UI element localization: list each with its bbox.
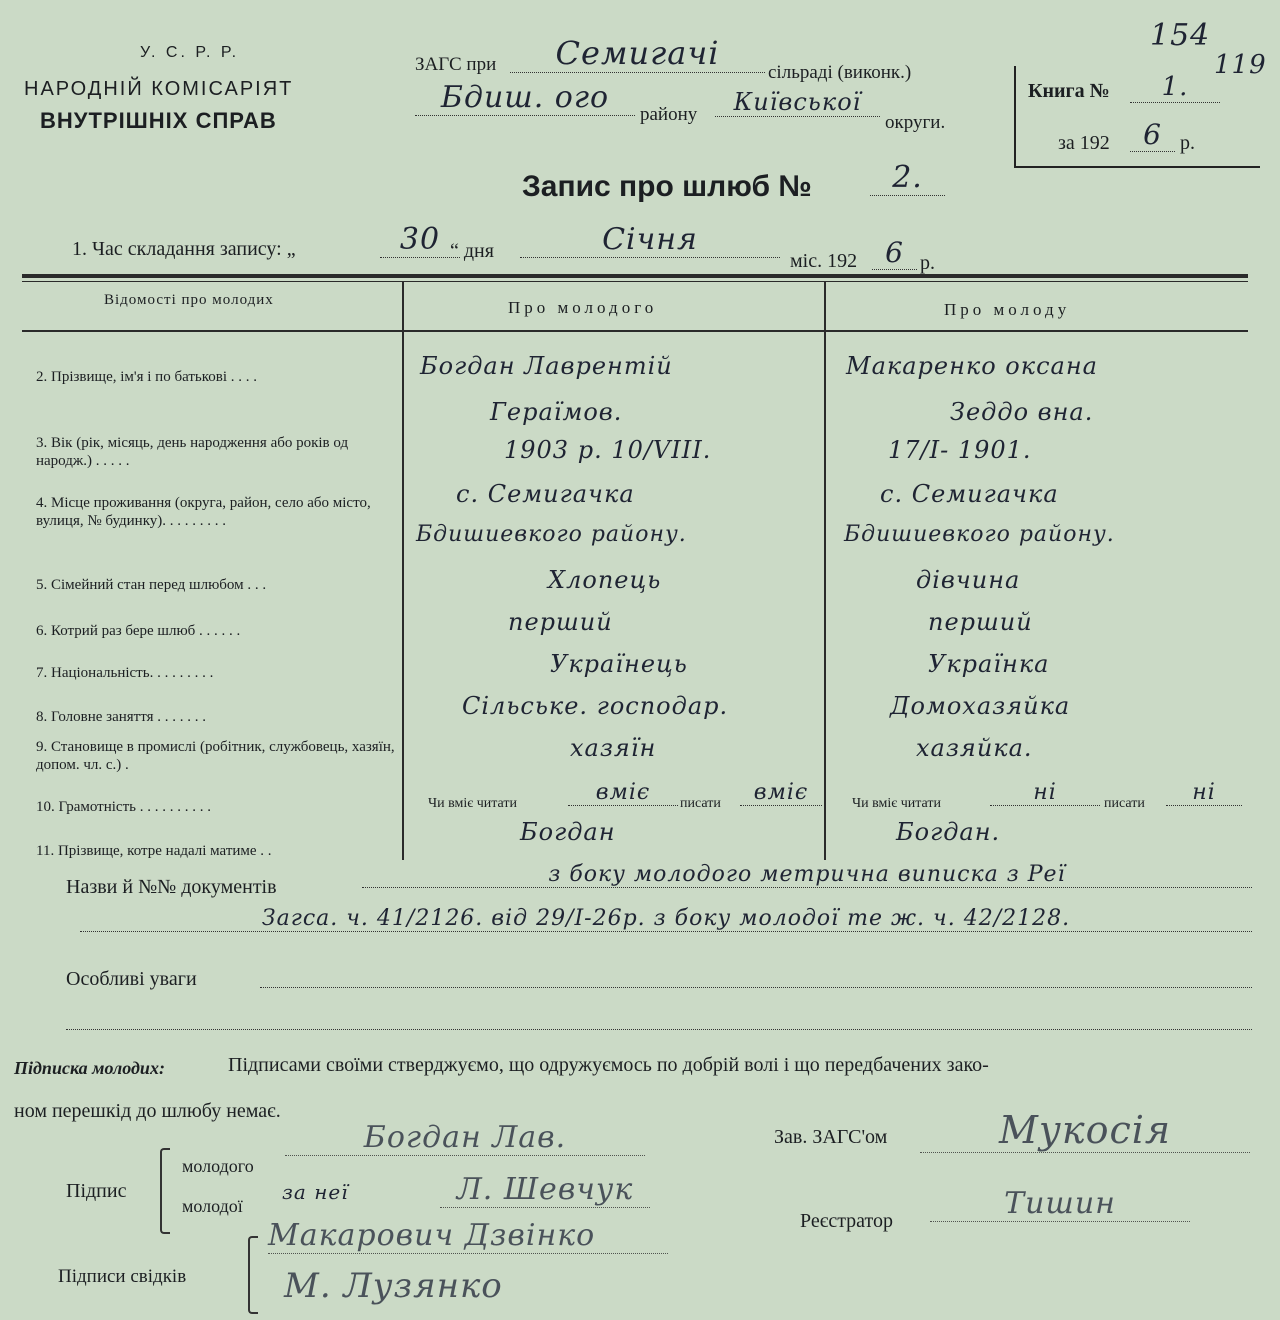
notes-line-2 <box>66 1028 1252 1030</box>
book-label: Книга № <box>1028 80 1110 102</box>
bride-residence-line2: Бдишиевкого району. <box>844 522 1115 547</box>
record-day-suffix: “ дня <box>450 240 494 262</box>
signature-brace <box>160 1148 170 1234</box>
bride-read-label: Чи вміє читати <box>852 796 942 811</box>
groom-occupation: Сільське. господар. <box>462 692 729 720</box>
row-label-nationality: 7. Національність. . . . . . . . . <box>36 665 214 681</box>
zags-head-label: Зав. ЗАГС'ом <box>774 1126 888 1148</box>
table-divider-2 <box>824 282 826 860</box>
witness1-signature: Макарович Дзвінко <box>268 1218 668 1254</box>
bride-sig-label: молодої <box>182 1196 243 1216</box>
bride-signature: Л. Шевчук <box>440 1172 650 1208</box>
row-label-age: 3. Вік (рік, місяць, день народження або років од народж.) . . . . . <box>36 435 349 469</box>
record-day: 30 <box>380 222 460 258</box>
bride-future-surname: Богдан. <box>896 818 1001 846</box>
notes-line <box>260 986 1252 988</box>
table-header-rule <box>22 330 1248 332</box>
bride-occupation: Домохазяйка <box>890 692 1071 720</box>
notes-label: Особливі уваги <box>66 968 197 990</box>
commissariat-header: НАРОДНІЙ КОМІСАРІЯТ <box>24 78 294 100</box>
groom-residence-line2: Бдишиевкого району. <box>416 522 687 547</box>
bride-age: 17/I- 1901. <box>888 436 1032 464</box>
district-name: Бдиш. ого <box>415 80 635 116</box>
groom-name-line1: Богдан Лаврентій <box>420 352 673 380</box>
book-year-label: за 192 <box>1058 132 1110 154</box>
row-label-occupation: 8. Головне заняття . . . . . . . <box>36 709 206 725</box>
row-label-marital: 5. Сімейний стан перед шлюбом . . . <box>36 577 267 593</box>
witness2-signature: М. Лузянко <box>284 1266 503 1306</box>
raion-label: району <box>640 104 698 125</box>
internal-affairs-header: ВНУТРІШНІХ СПРАВ <box>40 108 277 133</box>
bride-read-value: ні <box>990 780 1100 806</box>
table-top-rule <box>22 274 1248 278</box>
witnesses-brace <box>248 1236 258 1314</box>
groom-position: хазяїн <box>570 734 657 762</box>
registrar-signature: Тишин <box>930 1186 1190 1222</box>
book-year-suffix: р. <box>1180 132 1195 154</box>
groom-age: 1903 р. 10/VIII. <box>504 436 712 464</box>
okruha-name: Київської <box>715 88 880 117</box>
bride-write-label: писати <box>1104 796 1145 811</box>
row-label-future-surname: 11. Прізвище, котре надалі матиме . . <box>36 843 272 859</box>
record-time-label: 1. Час складання запису: „ <box>72 238 296 260</box>
bride-signature-prefix: за неї <box>282 1180 349 1204</box>
groom-signature: Богдан Лав. <box>285 1120 645 1156</box>
registrar-label: Реєстратор <box>800 1210 894 1232</box>
book-number: 1. <box>1130 72 1220 103</box>
groom-name-line2: Гераїмов. <box>490 398 623 426</box>
groom-read-value: вміє <box>568 780 678 806</box>
record-month: Січня <box>520 222 780 258</box>
book-number-side: 119 <box>1214 50 1267 80</box>
groom-future-surname: Богдан <box>520 818 616 846</box>
pledge-text-line2: ном перешкід до шлюбу немає. <box>14 1100 281 1122</box>
groom-residence-line1: с. Семигачка <box>456 480 635 508</box>
village-name: Семигачі <box>510 34 765 73</box>
groom-write-value: вміє <box>740 780 822 806</box>
table-divider-1 <box>402 282 404 860</box>
groom-sig-label: молодого <box>182 1156 254 1176</box>
okruha-label: округи. <box>885 112 946 133</box>
zags-head-signature: Мукосія <box>920 1108 1250 1153</box>
zags-label: ЗАГС при <box>415 54 497 75</box>
bride-name-line2: Зеддо вна. <box>950 398 1094 426</box>
silrada-label: сільраді (виконк.) <box>768 62 912 83</box>
documents-line2: Загса. ч. 41/2126. від 29/I-26р. з боку молодої те ж. ч. 42/2128. <box>80 906 1252 932</box>
witnesses-label: Підписи свідків <box>58 1266 187 1287</box>
bride-position: хазяйка. <box>916 734 1033 762</box>
row-label-position: 9. Становище в промислі (робітник, службовець, хазяїн, допом. чл. с.) . <box>36 739 395 773</box>
groom-read-label: Чи вміє читати <box>428 796 518 811</box>
ussr-header: У. С. Р. Р. <box>140 44 240 61</box>
pledge-label: Підписка молодих: <box>14 1058 165 1078</box>
bride-marriage-count: перший <box>928 608 1033 636</box>
groom-marital: Хлопець <box>548 566 662 594</box>
bride-write-value: ні <box>1166 780 1242 806</box>
groom-marriage-count: перший <box>508 608 613 636</box>
bride-nationality: Українка <box>928 650 1050 678</box>
row-label-literacy: 10. Грамотність . . . . . . . . . . <box>36 799 211 815</box>
record-number: 2. <box>870 160 945 196</box>
bride-marital: дівчина <box>916 566 1021 594</box>
record-year: 6 <box>872 236 917 270</box>
documents-line1: з боку молодого метрична виписка з Реї <box>362 862 1252 888</box>
record-year-suffix: р. <box>920 252 935 274</box>
bride-name-line1: Макаренко оксана <box>846 352 1098 380</box>
record-mis-label: міс. 192 <box>790 250 858 272</box>
book-number-top: 154 <box>1150 18 1211 53</box>
groom-write-label: писати <box>680 796 721 811</box>
signature-label: Підпис <box>66 1180 127 1202</box>
groom-nationality: Українець <box>550 650 688 678</box>
document-title: Запис про шлюб № <box>522 170 812 203</box>
row-label-name: 2. Прізвище, ім'я і по батькові . . . . <box>36 369 258 385</box>
documents-label: Назви й №№ документів <box>66 876 277 898</box>
pledge-text-line1: Підписами своїми стверджуємо, що одружуємось по добрій волі і що передбачених зако- <box>228 1054 989 1076</box>
row-label-residence: 4. Місце проживання (округа, район, село або місто, вулиця, № будинку). . . . . . . . . <box>36 495 371 529</box>
header-col-info: Відомості про молодих <box>104 292 274 308</box>
table-top-rule-thin <box>22 281 1248 282</box>
header-col-groom: Про молодого <box>508 298 658 317</box>
header-col-bride: Про молоду <box>944 300 1071 319</box>
book-year: 6 <box>1130 118 1175 152</box>
row-label-marriage-count: 6. Котрий раз бере шлюб . . . . . . <box>36 623 241 639</box>
bride-residence-line1: с. Семигачка <box>880 480 1059 508</box>
